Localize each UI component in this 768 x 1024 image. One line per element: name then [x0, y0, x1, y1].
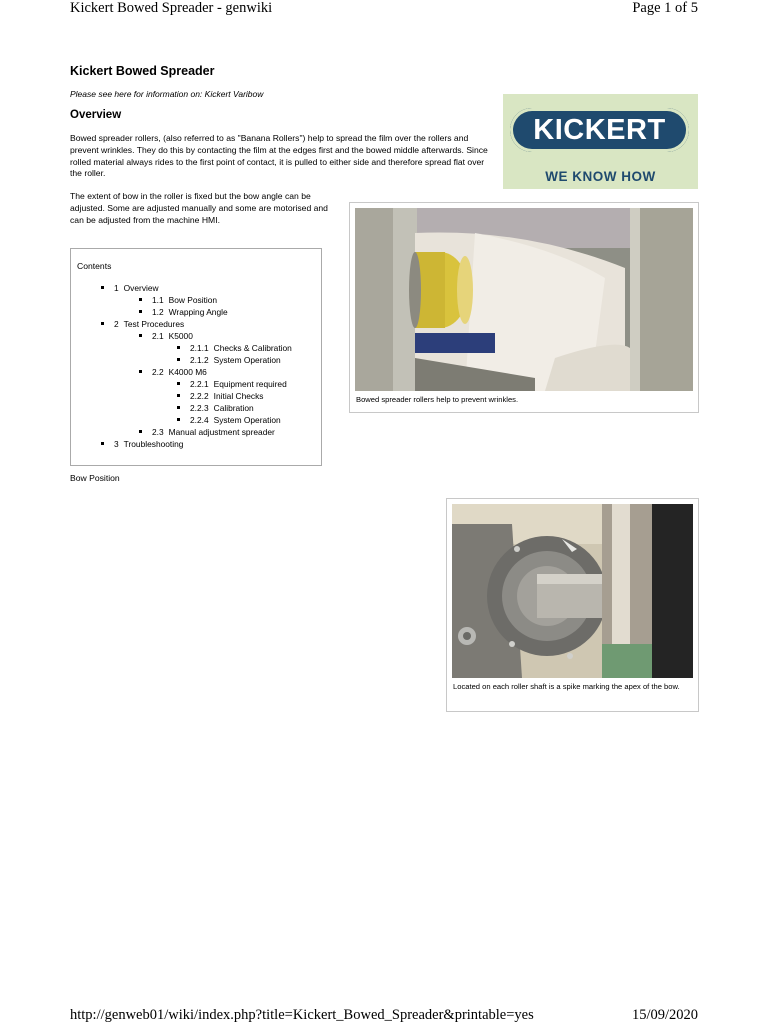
- bullet-icon: [177, 406, 180, 409]
- bullet-icon: [177, 346, 180, 349]
- kickert-logo[interactable]: [503, 94, 698, 189]
- print-header-title: Kickert Bowed Spreader - genwiki: [70, 0, 273, 16]
- see-here-note: [70, 89, 263, 99]
- toc-item[interactable]: [177, 403, 254, 413]
- toc-label: System Operation: [213, 355, 281, 365]
- toc-label: Equipment required: [213, 379, 287, 389]
- logo-slogan: WE KNOW HOW: [545, 169, 656, 184]
- toc-item[interactable]: [139, 427, 275, 437]
- toc-label: Test Procedures: [123, 319, 185, 329]
- bullet-icon: [177, 382, 180, 385]
- bullet-icon: [139, 310, 142, 313]
- logo-wordmark: KICKERT: [533, 113, 666, 146]
- figure-1-caption: Bowed spreader rollers help to prevent wrinkles.: [356, 395, 519, 404]
- overview-paragraph-2: The extent of bow in the roller is fixed but the bow angle can be adjusted. Some are adjusted manually and some are motorised and can be adjusted from the machine HMI.: [70, 191, 328, 225]
- figure-spreader-rollers: [349, 202, 699, 413]
- roller-shaft-photo[interactable]: [452, 504, 693, 678]
- bullet-icon: [101, 322, 104, 325]
- figure-roller-shaft: [446, 498, 699, 712]
- toc-title: Contents: [77, 261, 112, 271]
- toc-number: 2.3: [152, 427, 164, 437]
- toc-item[interactable]: [177, 379, 287, 389]
- toc-number: 2: [114, 319, 119, 329]
- toc-item[interactable]: [101, 319, 184, 329]
- toc-label: Checks & Calibration: [213, 343, 292, 353]
- bullet-icon: [139, 298, 142, 301]
- toc-label: System Operation: [213, 415, 281, 425]
- toc-item[interactable]: [177, 343, 292, 353]
- print-footer-url: http://genweb01/wiki/index.php?title=Kickert_Bowed_Spreader&printable=yes: [70, 1007, 534, 1023]
- overview-heading: Overview: [70, 109, 122, 121]
- figure-2-caption: Located on each roller shaft is a spike marking the apex of the bow.: [453, 682, 680, 691]
- bullet-icon: [177, 358, 180, 361]
- toc-number: 1.1: [152, 295, 164, 305]
- toc-item[interactable]: [101, 439, 183, 449]
- toc-label: Calibration: [213, 403, 254, 413]
- toc-label: Manual adjustment spreader: [168, 427, 275, 437]
- bullet-icon: [139, 334, 142, 337]
- toc-number: 2.2.4: [190, 415, 209, 425]
- toc-label: Overview: [123, 283, 159, 293]
- toc-label: Troubleshooting: [123, 439, 184, 449]
- see-here-prefix: Please see here for information on:: [70, 89, 205, 99]
- bullet-icon: [139, 370, 142, 373]
- toc-number: 2.1: [152, 331, 164, 341]
- toc-number: 2.2: [152, 367, 164, 377]
- toc-label: Bow Position: [168, 295, 218, 305]
- bullet-icon: [101, 286, 104, 289]
- toc-number: 2.1.2: [190, 355, 209, 365]
- toc-number: 2.2.2: [190, 391, 209, 401]
- bullet-icon: [177, 418, 180, 421]
- print-page-number: Page 1 of 5: [632, 0, 698, 16]
- toc-number: 1: [114, 283, 119, 293]
- table-of-contents: [70, 248, 322, 466]
- bullet-icon: [139, 430, 142, 433]
- toc-number: 2.2.3: [190, 403, 209, 413]
- toc-label: K4000 M6: [168, 367, 207, 377]
- toc-label: Initial Checks: [213, 391, 264, 401]
- spreader-rollers-photo[interactable]: [355, 208, 693, 391]
- toc-number: 2.2.1: [190, 379, 209, 389]
- bullet-icon: [177, 394, 180, 397]
- page-title: Kickert Bowed Spreader: [70, 64, 215, 78]
- logo-badge: [510, 108, 689, 152]
- toc-item[interactable]: [177, 415, 281, 425]
- toc-item[interactable]: [139, 295, 217, 305]
- toc-item[interactable]: [139, 367, 207, 377]
- toc-number: 1.2: [152, 307, 164, 317]
- print-footer-date: 15/09/2020: [631, 1007, 698, 1023]
- toc-label: K5000: [168, 331, 193, 341]
- toc-item[interactable]: [177, 355, 281, 365]
- toc-item[interactable]: [177, 391, 263, 401]
- toc-item[interactable]: [101, 283, 159, 293]
- toc-number: 3: [114, 439, 119, 449]
- toc-label: Wrapping Angle: [168, 307, 228, 317]
- kickert-varibow-link[interactable]: Kickert Varibow: [204, 89, 264, 99]
- bow-position-heading: Bow Position: [70, 473, 120, 483]
- overview-paragraph-1: Bowed spreader rollers, (also referred to as "Banana Rollers") help to spread the film over the rollers and prevent wrinkles. They do this by contacting the film at the edges first and the bowed middle afterwards. Since rolled material always rides to the first point of contact, it is pulled to either side and therefore spread flat over the roller.: [70, 133, 488, 179]
- toc-number: 2.1.1: [190, 343, 209, 353]
- toc-item[interactable]: [139, 307, 228, 317]
- toc-item[interactable]: [139, 331, 193, 341]
- bullet-icon: [101, 442, 104, 445]
